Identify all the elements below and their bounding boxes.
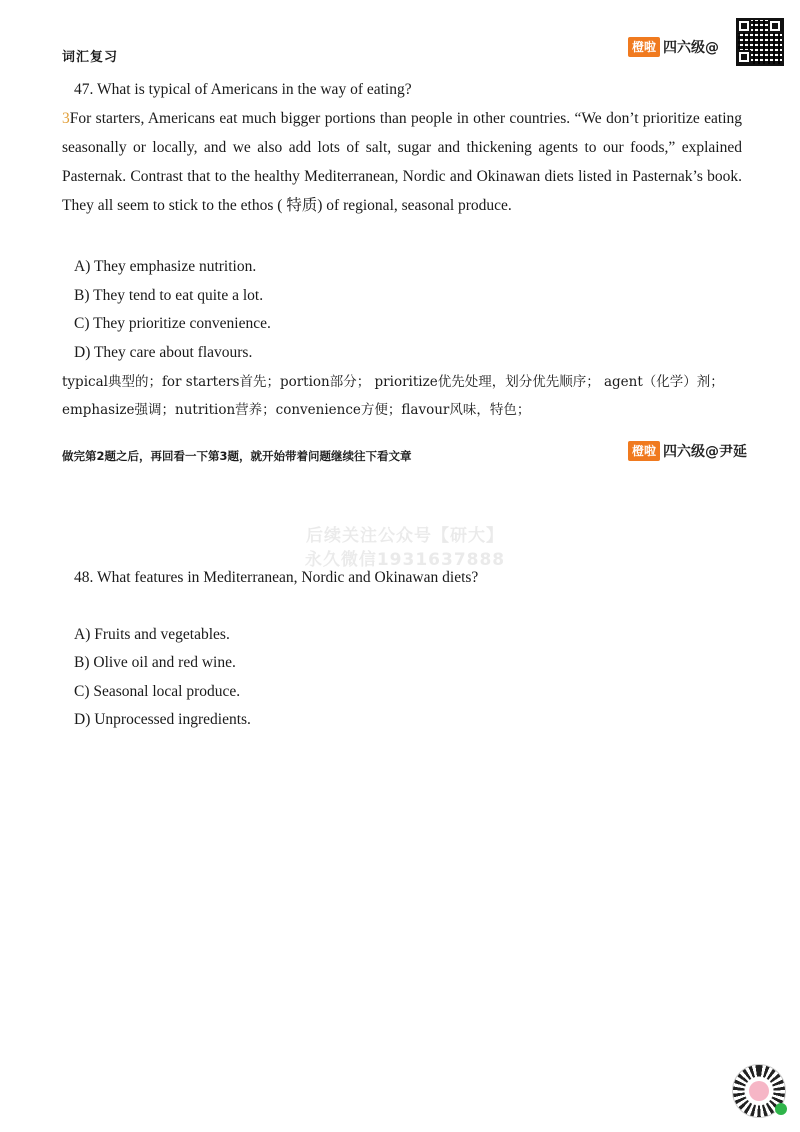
- paragraph-number: 3: [62, 110, 70, 127]
- mascot-icon: [749, 1081, 769, 1101]
- q48-option-d: D) Unprocessed ingredients.: [74, 711, 251, 728]
- brand-badge: 橙啦: [628, 441, 660, 461]
- brand-badge: 橙啦: [628, 37, 660, 57]
- q47-option-a: A) They emphasize nutrition.: [74, 258, 257, 275]
- mini-program-code-icon: [732, 1064, 786, 1118]
- question-48: 48. What features in Mediterranean, Nordic and Okinawan diets?: [74, 569, 479, 586]
- q48-option-c: C) Seasonal local produce.: [74, 683, 241, 700]
- q47-option-d: D) They care about flavours.: [74, 344, 253, 361]
- vocabulary-notes: typical典型的；for starters首先；portion部分； prioritize优先处理，划分优先顺序； agent（化学）剂；emphasize强调；nutrition营养；convenience方便；flavour风味，特色；: [62, 374, 724, 418]
- brand-name: 四六级@: [663, 40, 720, 56]
- brand-logo-top: [628, 37, 719, 57]
- reading-tip: 做完第2题之后，再回看一下第3题，就开始带着问题继续往下看文章: [62, 449, 412, 463]
- q47-option-c: C) They prioritize convenience.: [74, 315, 271, 332]
- section-label: 词汇复习: [62, 50, 119, 65]
- q47-option-b: B) They tend to eat quite a lot.: [74, 287, 264, 304]
- q48-option-a: A) Fruits and vegetables.: [74, 626, 230, 643]
- q48-option-b: B) Olive oil and red wine.: [74, 654, 236, 671]
- brand-name: 四六级@尹延: [663, 444, 748, 460]
- paragraph-text: For starters, Americans eat much bigger portions than people in other countries. “We don’t prioritize eating seasonally or locally, and we also add lots of salt, sugar and thickening agents to our foods,” explained Pasternak. Contrast that to the healthy Mediterranean, Nordic and Okinawan diets listed in Pasternak’s book. They all seem to stick to the ethos ( 特质) of regional, seasonal produce.: [62, 110, 742, 214]
- watermark-line-1: 后续关注公众号【研大】: [306, 526, 504, 546]
- brand-logo-mid: [628, 441, 747, 461]
- watermark-line-2: 永久微信1931637888: [304, 550, 506, 570]
- qr-code-icon: [736, 18, 784, 66]
- question-47: 47. What is typical of Americans in the way of eating?: [74, 81, 412, 98]
- passage-paragraph: [62, 104, 742, 220]
- wechat-dot-icon: [775, 1103, 787, 1115]
